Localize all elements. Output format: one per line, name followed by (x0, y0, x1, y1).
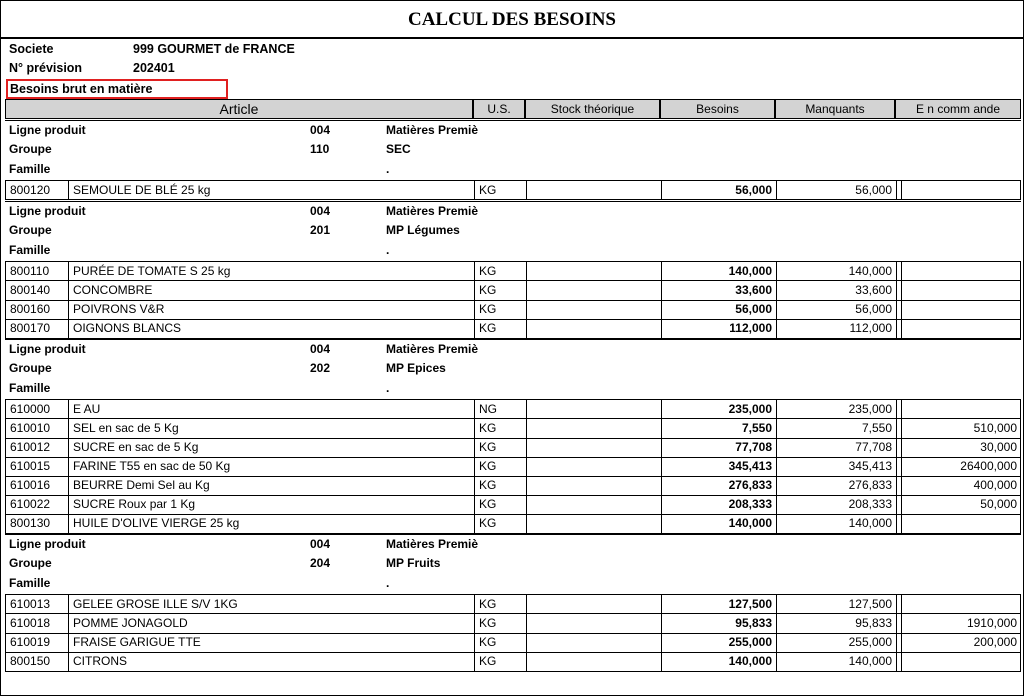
groupe-label: Groupe (9, 361, 52, 375)
table-row (5, 457, 1021, 477)
societe-label: Societe (9, 42, 54, 56)
article-name: POIVRONS V&R (68, 300, 474, 319)
article-stock (526, 419, 661, 438)
article-unit: KG (474, 457, 526, 476)
article-name: FARINE T55 en sac de 50 Kg (68, 457, 474, 476)
article-stock (526, 400, 661, 418)
article-manquants: 7,550 (776, 419, 896, 438)
article-unit: KG (474, 281, 526, 300)
group-header-row (5, 140, 1021, 160)
article-stock (526, 181, 661, 199)
ligne-produit-label: Ligne produit (9, 537, 86, 551)
col-header-stock: Stock théorique (525, 99, 660, 119)
table-row (5, 614, 1021, 634)
article-commande: 30,000 (980, 440, 1017, 454)
article-commande (902, 319, 1022, 338)
article-name: PURÉE DE TOMATE S 25 kg (68, 262, 474, 280)
groupe-code: 201 (310, 223, 331, 237)
article-manquants: 255,000 (776, 633, 896, 652)
article-stock (526, 495, 661, 514)
col-header-commande: E n comm ande (895, 99, 1021, 119)
group-header-row (5, 379, 1021, 399)
famille-desc: . (386, 162, 390, 176)
article-manquants: 56,000 (776, 300, 896, 319)
table-row (5, 476, 1021, 496)
article-unit: KG (474, 181, 526, 199)
col-header-manquants: Manquants (775, 99, 895, 119)
article-unit: KG (474, 438, 526, 457)
societe-value: 999 GOURMET de FRANCE (133, 42, 295, 56)
article-name: CONCOMBRE (68, 281, 474, 300)
article-name: E AU (68, 400, 474, 418)
article-besoins: 255,000 (661, 633, 776, 652)
article-stock (526, 281, 661, 300)
famille-label: Famille (9, 576, 51, 590)
article-unit: KG (474, 476, 526, 495)
article-besoins: 140,000 (661, 514, 776, 533)
societe-line (9, 40, 295, 58)
group-header-row (5, 574, 1021, 594)
table-row (5, 419, 1021, 439)
article-manquants: 56,000 (776, 181, 896, 199)
article-commande (902, 595, 1022, 613)
article-stock (526, 319, 661, 338)
article-manquants: 276,833 (776, 476, 896, 495)
article-besoins: 235,000 (661, 400, 776, 418)
article-commande (902, 400, 1022, 418)
article-commande: 400,000 (973, 478, 1017, 492)
article-code: 800130 (10, 516, 51, 530)
ligne-produit-desc: Matières Premiè (386, 342, 479, 356)
groupe-code: 202 (310, 361, 331, 375)
groupe-label: Groupe (9, 142, 52, 156)
group-header-row (5, 120, 1021, 140)
article-besoins: 276,833 (661, 476, 776, 495)
article-code: 800120 (10, 183, 51, 197)
group-header-row (5, 160, 1021, 180)
article-name: SUCRE en sac de 5 Kg (68, 438, 474, 457)
article-besoins: 208,333 (661, 495, 776, 514)
article-manquants: 235,000 (776, 400, 896, 418)
article-stock (526, 595, 661, 613)
groupe-desc: MP Légumes (386, 223, 460, 237)
article-manquants: 77,708 (776, 438, 896, 457)
ligne-produit-code: 004 (310, 204, 331, 218)
article-commande (902, 262, 1022, 280)
article-stock (526, 633, 661, 652)
article-stock (526, 262, 661, 280)
article-unit: KG (474, 495, 526, 514)
article-manquants: 345,413 (776, 457, 896, 476)
article-name: BEURRE Demi Sel au Kg (68, 476, 474, 495)
table-row (5, 300, 1021, 320)
table-row (5, 514, 1021, 534)
article-commande: 26400,000 (960, 459, 1017, 473)
ligne-produit-code: 004 (310, 342, 331, 356)
article-name: CITRONS (68, 652, 474, 671)
article-commande (902, 514, 1022, 533)
ligne-produit-label: Ligne produit (9, 342, 86, 356)
prevision-line (9, 59, 175, 77)
article-name: FRAISE GARIGUE TTE (68, 633, 474, 652)
article-code: 800160 (10, 302, 51, 316)
table-row (5, 180, 1021, 200)
famille-label: Famille (9, 381, 51, 395)
article-code: 800110 (10, 264, 50, 278)
article-unit: KG (474, 633, 526, 652)
article-unit: KG (474, 300, 526, 319)
ligne-produit-code: 004 (310, 123, 331, 137)
article-manquants: 140,000 (776, 262, 896, 280)
article-code: 610019 (10, 635, 51, 649)
article-commande (902, 300, 1022, 319)
group-header-row (5, 241, 1021, 261)
article-besoins: 345,413 (661, 457, 776, 476)
article-besoins: 33,600 (661, 281, 776, 300)
article-code: 610010 (10, 421, 51, 435)
famille-label: Famille (9, 243, 51, 257)
article-besoins: 112,000 (661, 319, 776, 338)
article-stock (526, 476, 661, 495)
groupe-label: Groupe (9, 223, 52, 237)
article-commande (902, 652, 1022, 671)
groupe-label: Groupe (9, 556, 52, 570)
article-name: POMME JONAGOLD (68, 614, 474, 633)
article-besoins: 140,000 (661, 652, 776, 671)
group-header-row (5, 339, 1021, 359)
article-name: HUILE D'OLIVE VIERGE 25 kg (68, 514, 474, 533)
prevision-label: N° prévision (9, 61, 83, 75)
article-unit: KG (474, 652, 526, 671)
article-code: 610013 (10, 597, 51, 611)
article-manquants: 140,000 (776, 652, 896, 671)
table-row (5, 281, 1021, 301)
article-besoins: 77,708 (661, 438, 776, 457)
report-title: CALCUL DES BESOINS (1, 1, 1023, 39)
table-row (5, 594, 1021, 614)
article-stock (526, 438, 661, 457)
article-code: 610015 (10, 459, 51, 473)
group-header-row (5, 201, 1021, 221)
group-header-row (5, 554, 1021, 574)
article-stock (526, 614, 661, 633)
article-manquants: 127,500 (776, 595, 896, 613)
article-manquants: 140,000 (776, 514, 896, 533)
famille-desc: . (386, 381, 390, 395)
article-unit: KG (474, 614, 526, 633)
famille-label: Famille (9, 162, 51, 176)
article-code: 610016 (10, 478, 51, 492)
group-header-row (5, 221, 1021, 241)
article-stock (526, 300, 661, 319)
table-row (5, 399, 1021, 419)
ligne-produit-desc: Matières Premiè (386, 123, 479, 137)
article-code: 610018 (10, 616, 51, 630)
ligne-produit-label: Ligne produit (9, 123, 86, 137)
table-row (5, 633, 1021, 653)
article-besoins: 7,550 (661, 419, 776, 438)
article-code: 610022 (10, 497, 51, 511)
article-name: GELEE GROSE ILLE S/V 1KG (68, 595, 474, 613)
group-header-row (5, 359, 1021, 379)
article-name: OIGNONS BLANCS (68, 319, 474, 338)
prevision-value: 202401 (133, 61, 175, 75)
article-stock (526, 652, 661, 671)
table-row (5, 652, 1021, 672)
col-header-article: Article (5, 99, 473, 119)
article-code: 800150 (10, 654, 51, 668)
article-manquants: 112,000 (776, 319, 896, 338)
table-row (5, 261, 1021, 281)
article-stock (526, 457, 661, 476)
article-manquants: 33,600 (776, 281, 896, 300)
groupe-desc: MP Fruits (386, 556, 441, 570)
article-besoins: 56,000 (661, 181, 776, 199)
article-commande (902, 181, 1022, 199)
article-manquants: 95,833 (776, 614, 896, 633)
article-manquants: 208,333 (776, 495, 896, 514)
article-commande: 50,000 (980, 497, 1017, 511)
article-unit: KG (474, 595, 526, 613)
ligne-produit-code: 004 (310, 537, 331, 551)
col-header-us: U.S. (473, 99, 525, 119)
ligne-produit-desc: Matières Premiè (386, 204, 479, 218)
article-name: SEL en sac de 5 Kg (68, 419, 474, 438)
article-besoins: 127,500 (661, 595, 776, 613)
article-name: SUCRE Roux par 1 Kg (68, 495, 474, 514)
article-commande: 1910,000 (966, 616, 1017, 630)
section-label: Besoins brut en matière (6, 79, 228, 99)
groupe-code: 204 (310, 556, 331, 570)
article-code: 800170 (10, 321, 51, 335)
article-besoins: 56,000 (661, 300, 776, 319)
article-unit: KG (474, 262, 526, 280)
article-unit: NG (474, 400, 526, 418)
famille-desc: . (386, 243, 390, 257)
article-code: 610012 (10, 440, 51, 454)
famille-desc: . (386, 576, 390, 590)
ligne-produit-label: Ligne produit (9, 204, 86, 218)
groupe-desc: MP Epices (386, 361, 446, 375)
article-stock (526, 514, 661, 533)
article-commande (902, 281, 1022, 300)
table-row (5, 438, 1021, 458)
article-code: 610000 (10, 402, 51, 416)
article-besoins: 140,000 (661, 262, 776, 280)
article-commande: 510,000 (973, 421, 1017, 435)
article-unit: KG (474, 514, 526, 533)
article-name: SEMOULE DE BLÉ 25 kg (68, 181, 474, 199)
table-row (5, 495, 1021, 515)
table-row (5, 319, 1021, 339)
article-code: 800140 (10, 283, 51, 297)
groupe-code: 110 (310, 142, 330, 156)
col-header-besoins: Besoins (660, 99, 775, 119)
ligne-produit-desc: Matières Premiè (386, 537, 479, 551)
article-unit: KG (474, 419, 526, 438)
article-besoins: 95,833 (661, 614, 776, 633)
article-unit: KG (474, 319, 526, 338)
article-commande: 200,000 (973, 635, 1017, 649)
group-header-row (5, 534, 1021, 554)
groupe-desc: SEC (386, 142, 411, 156)
